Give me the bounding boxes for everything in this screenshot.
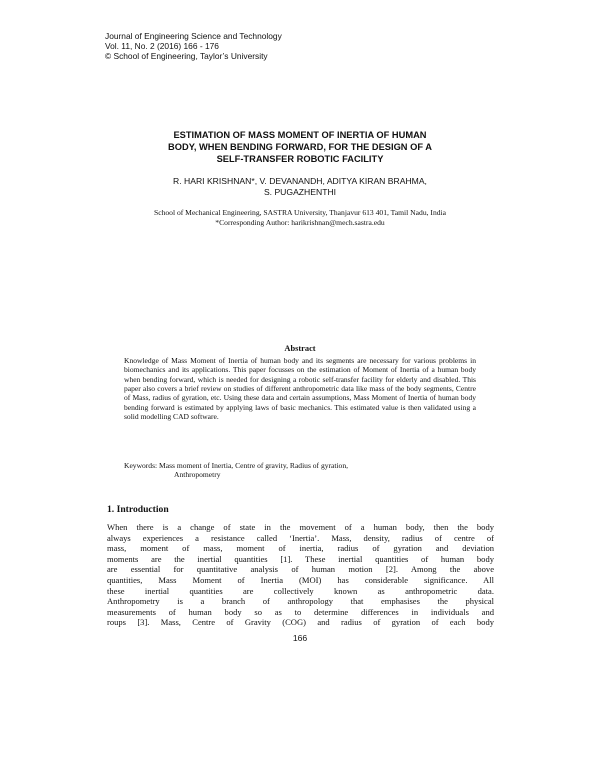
page-number: 166 xyxy=(292,633,308,643)
journal-name: Journal of Engineering Science and Technology xyxy=(105,31,282,41)
keywords-line: Keywords: Mass moment of Inertia, Centre of gravity, Radius of gyration, xyxy=(124,461,348,470)
keywords xyxy=(124,461,476,480)
text-line: moments are the inertial quantities [1]. These inertial quantities of human body xyxy=(107,553,494,564)
text-line: Anthropometry is a branch of anthropology that emphasises the physical xyxy=(107,596,494,607)
text-line: mass, moment of mass, moment of inertia, radius of gyration and deviation xyxy=(107,543,494,554)
journal-copyright: © School of Engineering, Taylor’s University xyxy=(105,51,268,61)
title-line: ESTIMATION OF MASS MOMENT OF INERTIA OF HUMAN xyxy=(173,130,427,140)
text-line: roups [3]. Mass, Centre of Gravity (COG) and radius of gyration of each body xyxy=(107,617,494,628)
keywords-line: Anthropometry xyxy=(174,470,221,480)
corresponding-author: *Corresponding Author: harikrishnan@mech.sastra.edu xyxy=(215,217,385,227)
journal-header xyxy=(105,31,282,61)
title-line: BODY, WHEN BENDING FORWARD, FOR THE DESIGN OF A xyxy=(168,142,432,152)
authors-line: R. HARI KRISHNAN*, V. DEVANANDH, ADITYA KIRAN BRAHMA, xyxy=(173,176,427,186)
text-line: quantities, Mass Moment of Inertia (MOI) has considerable significance. All xyxy=(107,574,494,585)
authors-line: S. PUGAZHENTHI xyxy=(263,187,337,197)
abstract-text: Knowledge of Mass Moment of Inertia of human body and its segments are necessary for various problems in biomechanics and its applications. This paper focusses on the estimation of Moment of Inertia of a human body when bending forward, which is needed for designing a robotic self-transfer facility for elderly and disabled. This paper also covers a brief review on studies of different anthropometric data like mass of the body segments, Centre of Mass, radius of gyration, etc. Using these data and certain assumptions, Mass Moment of Inertia of human body bending forward is estimated by applying laws of basic mechanics. This estimated value is then validated using a solid modelling CAD software. xyxy=(124,356,476,422)
text-line: When there is a change of state in the movement of a human body, then the body xyxy=(107,522,494,532)
introduction-body xyxy=(107,522,494,628)
affiliation-institution: School of Mechanical Engineering, SASTRA University, Thanjavur 613 401, Tamil Nadu, India xyxy=(153,208,447,217)
affiliation xyxy=(100,208,500,227)
section-heading-introduction: 1. Introduction xyxy=(107,504,169,515)
paper-title xyxy=(100,129,500,165)
text-line: always experiences a resistance called ‘Inertia’. Mass, density, radius of centre of xyxy=(107,532,494,543)
title-line: SELF-TRANSFER ROBOTIC FACILITY xyxy=(216,154,384,164)
text-line: these inertial quantities are collectively known as anthropometric data. xyxy=(107,585,494,596)
journal-volume: Vol. 11, No. 2 (2016) 166 - 176 xyxy=(105,41,219,51)
text-line: are essential for quantitative analysis of human motion [2]. Among the above xyxy=(107,564,494,575)
text-line: measurements of human body so as to determine differences in individuals and xyxy=(107,606,494,617)
abstract-heading: Abstract xyxy=(284,344,316,353)
authors xyxy=(100,176,500,198)
